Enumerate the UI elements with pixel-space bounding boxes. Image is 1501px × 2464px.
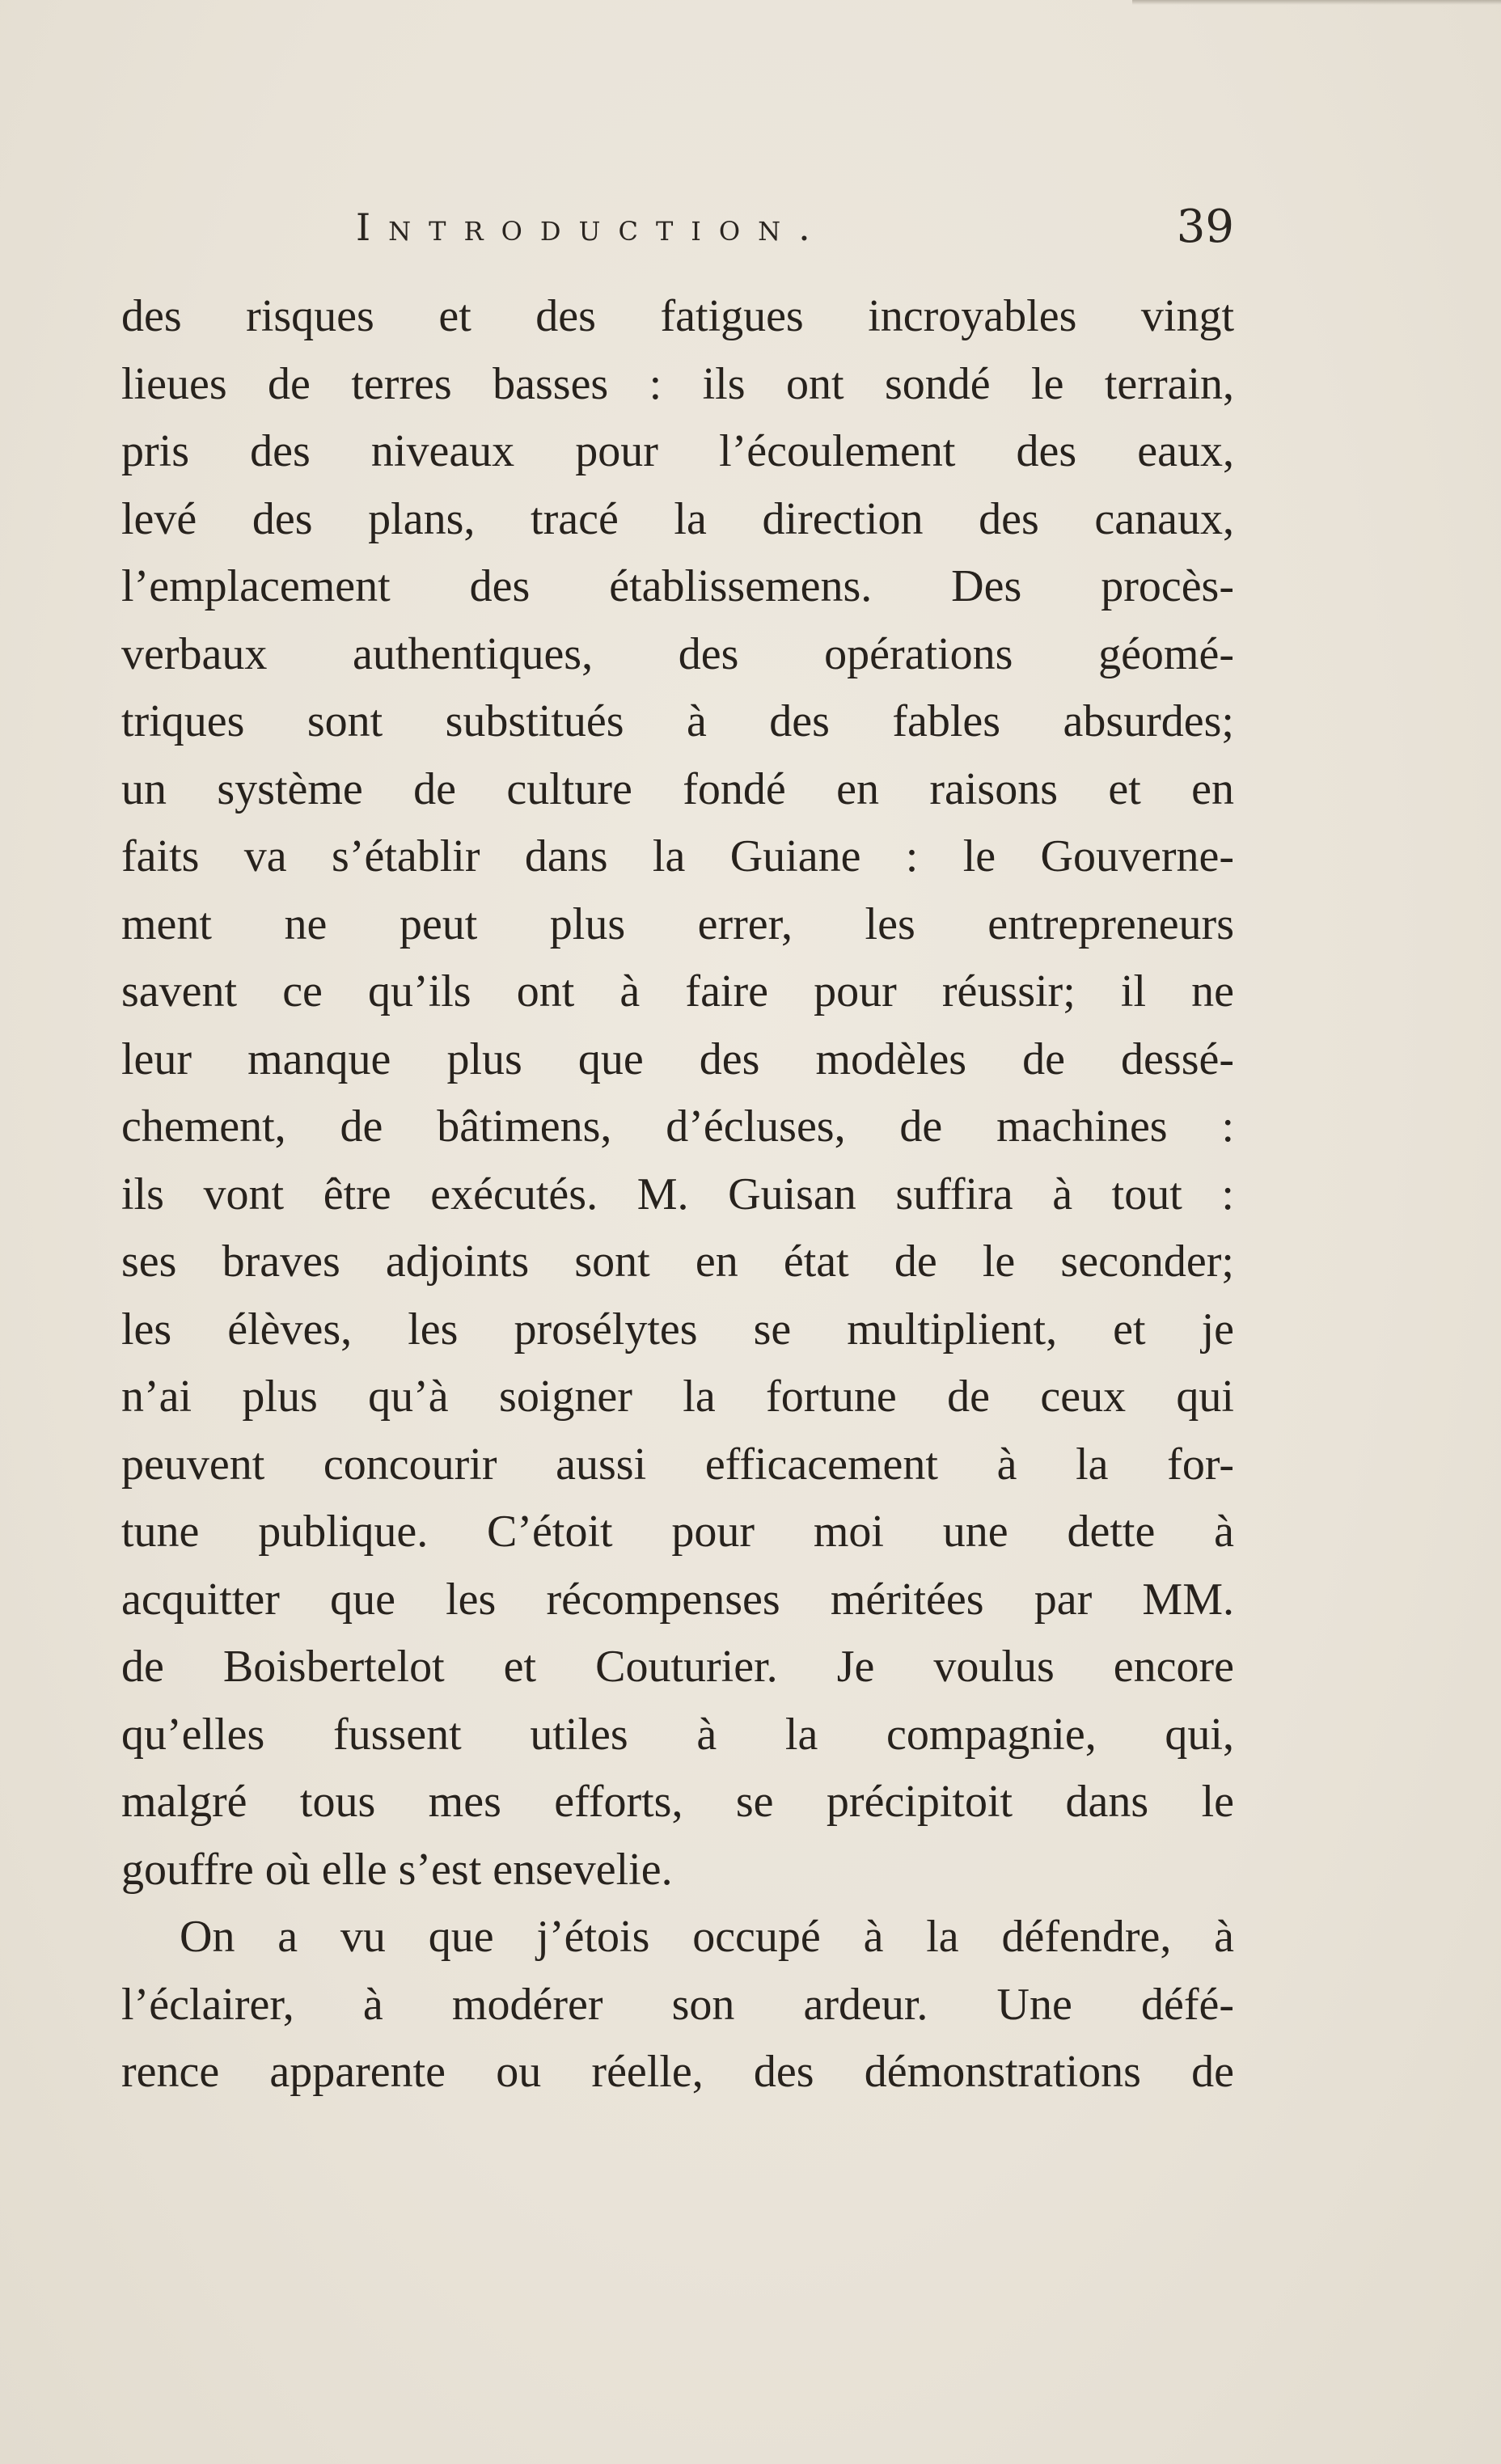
text-line: qu’elles fussent utiles à la compagnie, qui,	[121, 1709, 1234, 1760]
text-line: de Boisbertelot et Couturier. Je voulus encore	[121, 1642, 1234, 1692]
text-line: les élèves, les prosélytes se multiplient, et je	[121, 1304, 1234, 1355]
text-line: tune publique. C’étoit pour moi une dette à	[121, 1507, 1234, 1557]
text-line: malgré tous mes efforts, se précipitoit dans le	[121, 1777, 1234, 1827]
text-line: On a vu que j’étois occupé à la défendre, à	[180, 1912, 1234, 1962]
text-line: un système de culture fondé en raisons et en	[121, 763, 1234, 814]
body-text	[121, 283, 1234, 2107]
text-line: leur manque plus que des modèles de dessé-	[121, 1033, 1234, 1084]
text-line: savent ce qu’ils ont à faire pour réussir; il ne	[121, 966, 1234, 1016]
text-line: gouffre où elle s’est ensevelie.	[121, 1844, 673, 1895]
page-header	[121, 201, 1234, 265]
text-line: acquitter que les récompenses méritées par MM.	[121, 1574, 1234, 1625]
page-edge-shadow	[1132, 0, 1501, 5]
text-line: l’emplacement des établissemens. Des procès-	[121, 561, 1234, 611]
text-line: des risques et des fatigues incroyables vingt	[121, 291, 1234, 341]
text-line: triques sont substitués à des fables absurdes;	[121, 696, 1234, 746]
text-line: lieues de terres basses : ils ont sondé le terrain,	[121, 358, 1234, 409]
running-title: Introduction.	[356, 205, 828, 249]
text-line: peuvent concourir aussi efficacement à la for-	[121, 1439, 1234, 1490]
text-line: rence apparente ou réelle, des démonstrations de	[121, 2047, 1234, 2097]
text-line: l’éclairer, à modérer son ardeur. Une défé-	[121, 1979, 1234, 2030]
text-line: ses braves adjoints sont en état de le seconder;	[121, 1236, 1234, 1287]
page-number: 39	[1176, 201, 1234, 253]
text-line: levé des plans, tracé la direction des canaux,	[121, 493, 1234, 544]
text-line: verbaux authentiques, des opérations géomé-	[121, 628, 1234, 679]
text-line: chement, de bâtimens, d’écluses, de machines :	[121, 1101, 1234, 1152]
text-line: ment ne peut plus errer, les entrepreneurs	[121, 898, 1234, 949]
text-line: n’ai plus qu’à soigner la fortune de ceux qui	[121, 1371, 1234, 1422]
text-line: faits va s’établir dans la Guiane : le Gouverne-	[121, 831, 1234, 881]
text-line: pris des niveaux pour l’écoulement des eaux,	[121, 426, 1234, 476]
text-line: ils vont être exécutés. M. Guisan suffira à tout :	[121, 1169, 1234, 1219]
